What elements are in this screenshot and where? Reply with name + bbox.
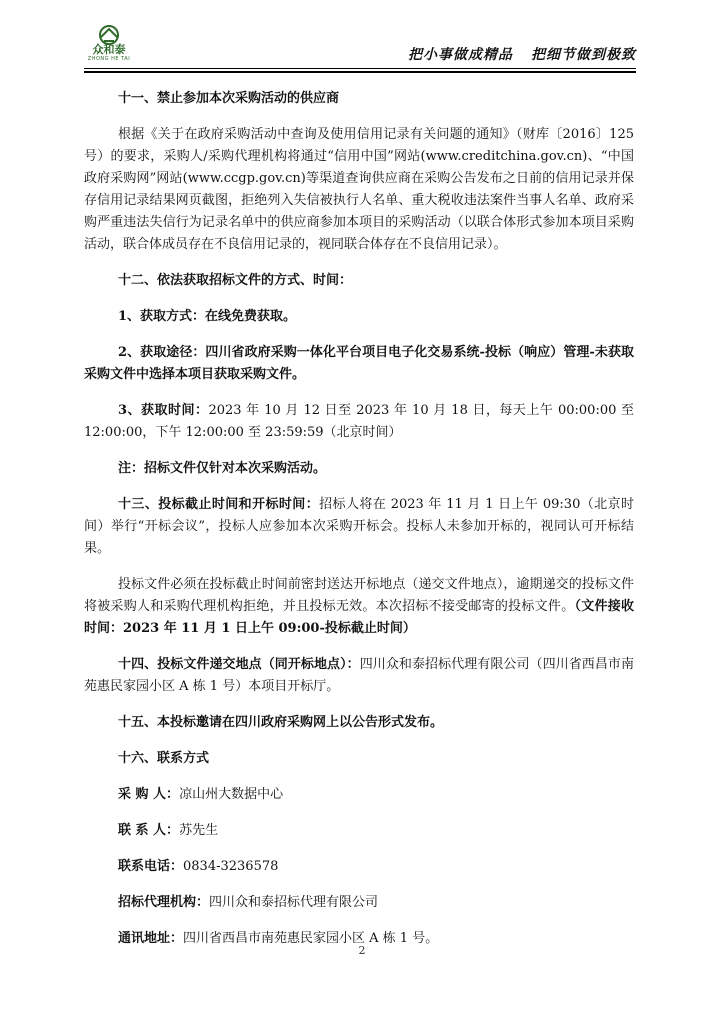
section-13-p2-bold: （文件接收时间：2023 年 11 月 1 日上午 09:00-投标截止时间） [84, 599, 634, 636]
section-12-title: 十二、依法获取招标文件的方式、时间： [118, 273, 353, 288]
header-divider [84, 68, 636, 69]
contact-label: 通讯地址： [118, 931, 184, 946]
section-15: 十五、本投标邀请在四川政府采购网上以公告形式发布。 [118, 715, 444, 730]
section-11-title: 十一、禁止参加本次采购活动的供应商 [118, 91, 340, 106]
header-slogan [408, 44, 636, 64]
section-12-item-2: 2、获取途径：四川省政府采购一体化平台项目电子化交易系统-投标（响应）管理-未获取采购文件中选择本项目获取采购文件。 [84, 345, 634, 382]
contact-value: 凉山州大数据中心 [179, 787, 284, 802]
section-13-text: 招标人将在 2023 年 11 月 1 日上午 09:30（北京时间）举行“开标会议”，投标人应参加本次采购开标会。投标人未参加开标的，视同认可开标结果。 [84, 497, 634, 556]
logo-subtext: ZHONG HE TAI [87, 56, 131, 62]
contact-value: 四川众和泰招标代理有限公司 [209, 895, 379, 910]
page-number: 2 [358, 944, 366, 957]
section-13-label: 十三、投标截止时间和开标时间： [118, 497, 320, 512]
contact-label: 采 购 人： [118, 787, 180, 802]
company-logo [84, 24, 134, 68]
contact-person [118, 820, 634, 842]
contact-label: 联 系 人： [118, 823, 180, 838]
header-divider-thick [84, 71, 636, 73]
logo-text: 众和泰 [92, 43, 126, 56]
page-header [0, 0, 724, 70]
section-14-text: 四川众和泰招标代理有限公司（四川省西昌市南苑惠民家园小区 A 栋 1 号）本项目开标厅。 [84, 657, 634, 694]
item-3-label: 3、获取时间： [118, 403, 209, 418]
section-13-paragraph-2 [84, 574, 634, 640]
section-12-item-1: 1、获取方式：在线免费获取。 [118, 309, 297, 324]
section-12-note: 注：招标文件仅针对本次采购活动。 [118, 461, 327, 476]
contact-agency [118, 892, 634, 914]
document-body [84, 88, 634, 950]
item-3-text: 2023 年 10 月 12 日至 2023 年 10 月 18 日，每天上午 00:00:00 至 12:00:00，下午 12:00:00 至 23:59:59（北京时间） [84, 403, 634, 440]
contact-value: 0834-3236578 [183, 859, 279, 874]
section-13-p2-text: 投标文件必须在投标截止时间前密封送达开标地点（递交文件地点），逾期递交的投标文件将被采购人和采购代理机构拒绝，并且投标无效。本次招标不接受邮寄的投标文件。 [84, 577, 634, 614]
section-11-body: 根据《关于在政府采购活动中查询及使用信用记录有关问题的通知》（财库〔2016〕125号）的要求，采购人/采购代理机构将通过“信用中国”网站(www.creditchina.gov.cn)、“中国政府采购网”网站(www.ccgp.gov.cn)等渠道查询供应商在采购公告发布之日前的信用记录并保存信用记录结果网页截图，拒绝列入失信被执行人名单、重大税收违法案件当事人名单、政府采购严重违法失信行为记录名单中的供应商参加本项目的采购活动（以联合体形式参加本项目采购活动，联合体成员存在不良信用记录的，视同联合体存在不良信用记录）。 [84, 127, 634, 252]
section-14-label: 十四、投标文件递交地点（同开标地点）： [118, 657, 360, 672]
contact-label: 联系电话： [118, 859, 184, 874]
slogan-part-2: 把细节做到极致 [531, 47, 636, 63]
contact-value: 苏先生 [179, 823, 219, 838]
contact-label: 招标代理机构： [118, 895, 210, 910]
slogan-part-1: 把小事做成精品 [408, 47, 513, 63]
contact-purchaser [118, 784, 634, 806]
contact-value: 四川省西昌市南苑惠民家园小区 A 栋 1 号。 [183, 931, 439, 946]
contact-phone [118, 856, 634, 878]
section-14 [84, 654, 634, 698]
section-13 [84, 494, 634, 560]
section-12-item-3 [84, 400, 634, 444]
section-16-title: 十六、联系方式 [118, 751, 210, 766]
